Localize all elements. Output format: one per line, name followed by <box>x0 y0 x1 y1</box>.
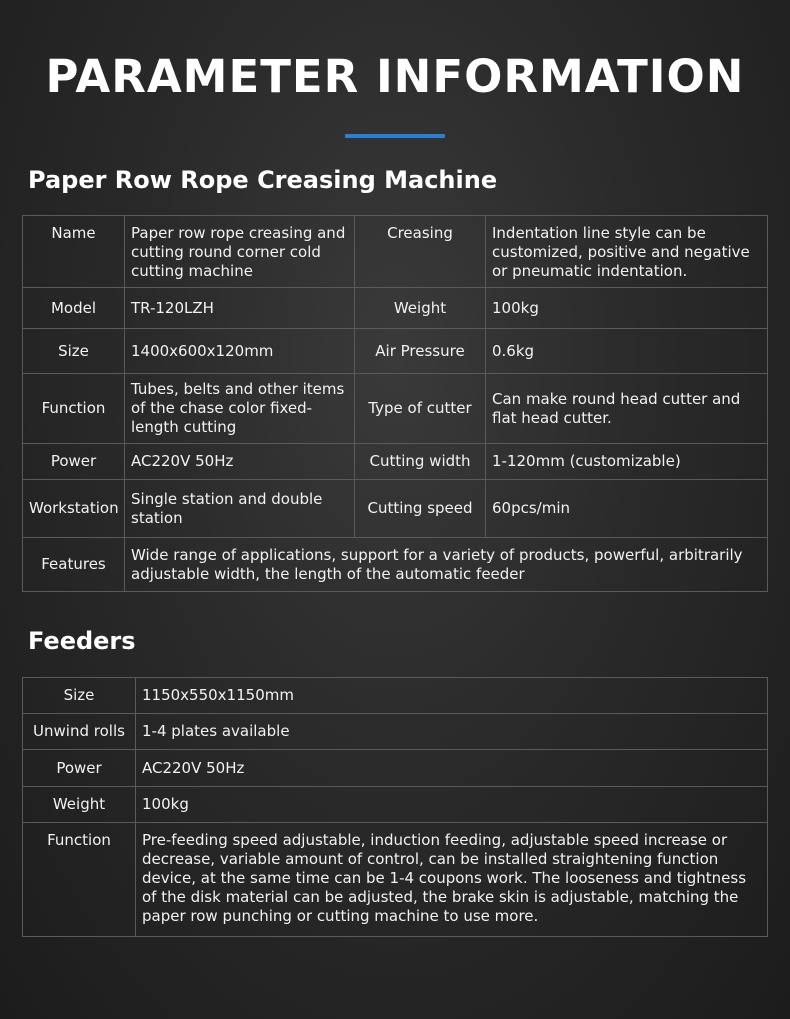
spec-value: 100kg <box>486 288 768 329</box>
spec-key: Features <box>23 538 125 592</box>
table-row <box>23 374 768 444</box>
spec-value: Indentation line style can be customized, positive and negative or pneumatic indentation. <box>486 216 768 288</box>
spec-key: Weight <box>355 288 486 329</box>
feeders-spec-table <box>22 677 768 937</box>
table-row <box>23 329 768 374</box>
spec-key: Cutting speed <box>355 480 486 538</box>
feeders-section-title: Feeders <box>28 627 136 655</box>
table-row <box>23 444 768 480</box>
spec-key: Function <box>23 823 136 937</box>
spec-key: Unwind rolls <box>23 714 136 750</box>
table-row <box>23 750 768 787</box>
spec-value: AC220V 50Hz <box>125 444 355 480</box>
table-row <box>23 787 768 823</box>
spec-value: 1-4 plates available <box>136 714 768 750</box>
table-row <box>23 823 768 937</box>
spec-value: 1150x550x1150mm <box>136 678 768 714</box>
spec-key: Power <box>23 750 136 787</box>
spec-key: Air Pressure <box>355 329 486 374</box>
spec-key: Weight <box>23 787 136 823</box>
spec-value: TR-120LZH <box>125 288 355 329</box>
spec-value: AC220V 50Hz <box>136 750 768 787</box>
table-row <box>23 714 768 750</box>
title-underline <box>345 134 445 138</box>
spec-value: Paper row rope creasing and cutting round corner cold cutting machine <box>125 216 355 288</box>
spec-value: 1-120mm (customizable) <box>486 444 768 480</box>
table-row <box>23 480 768 538</box>
spec-key: Model <box>23 288 125 329</box>
table-row <box>23 216 768 288</box>
table-row <box>23 538 768 592</box>
spec-key: Type of cutter <box>355 374 486 444</box>
table-row <box>23 288 768 329</box>
spec-key: Creasing <box>355 216 486 288</box>
spec-value: Pre-feeding speed adjustable, induction feeding, adjustable speed increase or decrease, variable amount of control, can be installed straightening function device, at the same time can be 1-4 coupons work. The looseness and tightness of the disk material can be adjusted, the brake skin is adjustable, matching the paper row punching or cutting machine to use more. <box>136 823 768 937</box>
spec-key: Function <box>23 374 125 444</box>
machine-spec-table <box>22 215 768 592</box>
spec-key: Power <box>23 444 125 480</box>
spec-key: Workstation <box>23 480 125 538</box>
spec-value: Single station and double station <box>125 480 355 538</box>
machine-section-title: Paper Row Rope Creasing Machine <box>28 166 498 194</box>
spec-value: Can make round head cutter and flat head cutter. <box>486 374 768 444</box>
spec-value: Wide range of applications, support for a variety of products, powerful, arbitrarily adjustable width, the length of the automatic feeder <box>125 538 768 592</box>
spec-value: Tubes, belts and other items of the chase color fixed-length cutting <box>125 374 355 444</box>
spec-key: Size <box>23 329 125 374</box>
spec-value: 60pcs/min <box>486 480 768 538</box>
spec-value: 0.6kg <box>486 329 768 374</box>
page-title: PARAMETER INFORMATION <box>45 50 745 103</box>
spec-value: 1400x600x120mm <box>125 329 355 374</box>
spec-value: 100kg <box>136 787 768 823</box>
table-row <box>23 678 768 714</box>
spec-key: Cutting width <box>355 444 486 480</box>
spec-key: Name <box>23 216 125 288</box>
spec-key: Size <box>23 678 136 714</box>
